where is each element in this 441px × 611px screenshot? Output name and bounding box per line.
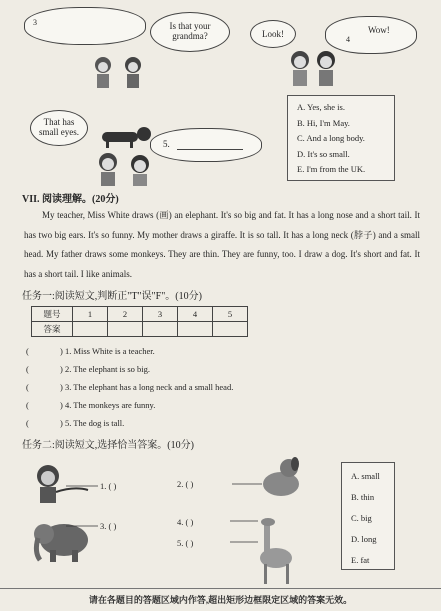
table-cell: 3: [143, 307, 178, 322]
footer-notice: 请在各题目的答题区域内作答,超出矩形边框限定区域的答案无效。: [0, 588, 441, 609]
task1-title: 任务一:阅读短文,判断正"T"误"F"。(10分): [22, 291, 202, 302]
blank-2[interactable]: 2. ( ): [177, 479, 194, 489]
blank-5[interactable]: 5. ( ): [177, 538, 194, 548]
answer-b: B. thin: [351, 492, 375, 502]
table-cell: 1: [73, 307, 108, 322]
row-label: 题号: [32, 307, 73, 322]
bubble-text: Look!: [262, 29, 284, 39]
table-cell: 2: [108, 307, 143, 322]
table-cell: 5: [213, 307, 248, 322]
paren-open: (: [26, 400, 29, 410]
table-cell: 4: [178, 307, 213, 322]
statement-text: ) 5. The dog is tall.: [60, 418, 125, 428]
bubble-text-line2: small eyes.: [39, 127, 79, 137]
statement-text: ) 4. The monkeys are funny.: [60, 400, 156, 410]
blank-1[interactable]: 1. ( ): [100, 481, 117, 491]
bubble-number: 3: [33, 18, 37, 27]
statement-text: ) 3. The elephant has a long neck and a small head.: [60, 382, 234, 392]
bubble-text: Wow!: [368, 25, 390, 35]
bubble-text-line1: Is that your: [169, 21, 211, 31]
section-heading: VII. 阅读理解。(20分): [22, 194, 119, 205]
statement-text: ) 1. Miss White is a teacher.: [60, 346, 155, 356]
row-label: 答案: [32, 322, 73, 337]
bubble-number: 5.: [163, 139, 170, 149]
reading-passage: My teacher, Miss White draws (画) an elephant. It's so big and fat. It has a long nose and a short tail. It has two big ears. It's so funny. My mother draws a giraffe. It is so tall. It has a long neck (脖子) and a small head. My father draws some monkeys. They are thin. They are funny, too. I draw a dog. It's short and fat. It has a short tail. I like animals.: [24, 210, 420, 279]
paren-open: (: [26, 346, 29, 356]
option-d: D. It's so small.: [297, 148, 350, 159]
blank-4[interactable]: 4. ( ): [177, 517, 194, 527]
paren-open: (: [26, 382, 29, 392]
bubble-number: 4: [346, 35, 350, 44]
option-e: E. I'm from the UK.: [297, 164, 366, 174]
task2-title: 任务二:阅读短文,选择恰当答案。(10分): [22, 440, 194, 451]
statement-text: ) 2. The elephant is so big.: [60, 364, 151, 374]
option-b: B. Hi, I'm May.: [297, 117, 350, 128]
option-c: C. And a long body.: [297, 133, 365, 143]
answer-options-box: [341, 462, 395, 570]
bubble-text-line1: That has: [43, 117, 75, 127]
answer-e: E. fat: [351, 555, 370, 565]
answer-a: A. small: [351, 471, 380, 481]
paren-open: (: [26, 364, 29, 374]
answer-d: D. long: [351, 534, 377, 544]
blank-3[interactable]: 3. ( ): [100, 521, 117, 531]
option-a: A. Yes, she is.: [297, 102, 345, 112]
bubble-text-line2: grandma?: [172, 31, 208, 41]
paren-open: (: [26, 418, 29, 428]
answer-c: C. big: [351, 513, 372, 523]
